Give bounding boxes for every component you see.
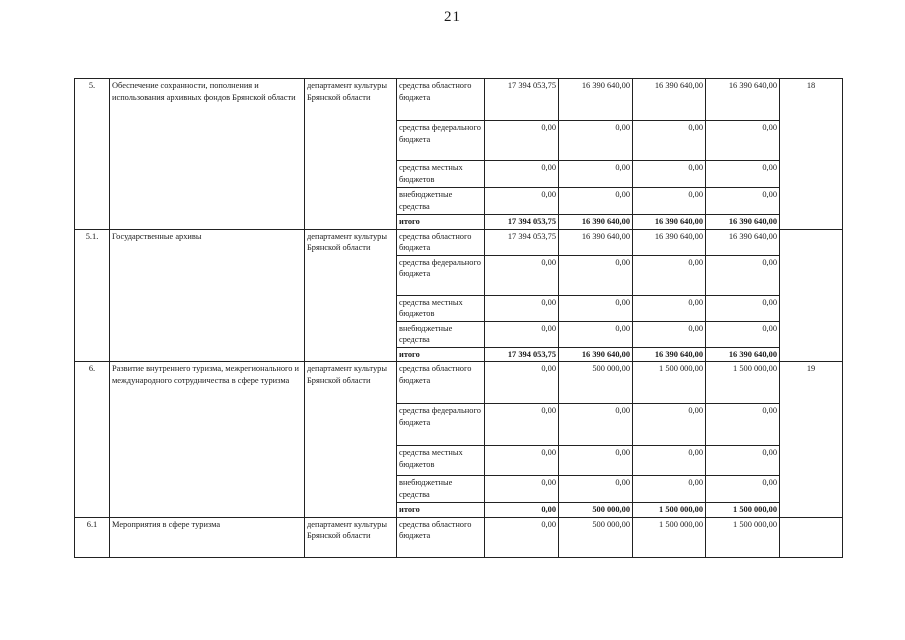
amount-year-4: 16 390 640,00 (706, 229, 780, 255)
funding-source: средства федерального бюджета (397, 121, 485, 161)
amount-year-4: 0,00 (706, 295, 780, 321)
amount-year-2: 16 390 640,00 (559, 347, 633, 362)
item-number: 5.1. (75, 229, 110, 362)
amount-year-3: 0,00 (633, 321, 706, 347)
amount-year-1: 0,00 (485, 503, 559, 518)
indicator-number (780, 517, 843, 557)
amount-year-1: 0,00 (485, 121, 559, 161)
amount-year-3: 0,00 (633, 121, 706, 161)
table-row (75, 79, 843, 121)
amount-year-2: 0,00 (559, 121, 633, 161)
amount-year-4: 0,00 (706, 188, 780, 215)
amount-year-2: 500 000,00 (559, 503, 633, 518)
amount-year-1: 0,00 (485, 404, 559, 446)
amount-year-4: 0,00 (706, 121, 780, 161)
executor: департамент культуры Брянской области (305, 517, 397, 557)
table-row (75, 362, 843, 404)
amount-year-2: 0,00 (559, 188, 633, 215)
amount-year-1: 0,00 (485, 321, 559, 347)
executor: департамент культуры Брянской области (305, 79, 397, 230)
indicator-number: 19 (780, 362, 843, 518)
amount-year-1: 0,00 (485, 362, 559, 404)
page-number: 21 (444, 9, 461, 25)
amount-year-1: 0,00 (485, 161, 559, 188)
amount-year-2: 0,00 (559, 476, 633, 503)
amount-year-3: 0,00 (633, 161, 706, 188)
amount-year-3: 1 500 000,00 (633, 517, 706, 557)
table-row (75, 229, 843, 255)
funding-source: средства местных бюджетов (397, 446, 485, 476)
funding-source: внебюджетные средства (397, 188, 485, 215)
amount-year-1: 0,00 (485, 295, 559, 321)
amount-year-1: 17 394 053,75 (485, 79, 559, 121)
amount-year-4: 0,00 (706, 321, 780, 347)
funding-source: средства областного бюджета (397, 362, 485, 404)
amount-year-3: 0,00 (633, 446, 706, 476)
amount-year-2: 500 000,00 (559, 517, 633, 557)
indicator-number (780, 229, 843, 362)
amount-year-1: 0,00 (485, 255, 559, 295)
amount-year-3: 16 390 640,00 (633, 79, 706, 121)
amount-year-2: 0,00 (559, 295, 633, 321)
amount-year-4: 0,00 (706, 446, 780, 476)
amount-year-2: 0,00 (559, 321, 633, 347)
item-name: Мероприятия в сфере туризма (110, 517, 305, 557)
table-body (75, 79, 843, 558)
funding-source: средства областного бюджета (397, 517, 485, 557)
indicator-number: 18 (780, 79, 843, 230)
amount-year-1: 17 394 053,75 (485, 229, 559, 255)
amount-year-3: 0,00 (633, 188, 706, 215)
amount-year-2: 16 390 640,00 (559, 229, 633, 255)
funding-source: итого (397, 215, 485, 230)
amount-year-1: 17 394 053,75 (485, 347, 559, 362)
amount-year-2: 0,00 (559, 161, 633, 188)
amount-year-3: 0,00 (633, 476, 706, 503)
amount-year-2: 0,00 (559, 255, 633, 295)
item-name: Государственные архивы (110, 229, 305, 362)
amount-year-3: 16 390 640,00 (633, 229, 706, 255)
item-name: Развитие внутреннего туризма, межрегионального и международного сотрудничества в сфере туризма (110, 362, 305, 518)
amount-year-1: 0,00 (485, 446, 559, 476)
amount-year-4: 16 390 640,00 (706, 79, 780, 121)
amount-year-3: 16 390 640,00 (633, 347, 706, 362)
funding-source: итого (397, 347, 485, 362)
amount-year-3: 1 500 000,00 (633, 362, 706, 404)
table-row (75, 517, 843, 557)
amount-year-3: 0,00 (633, 255, 706, 295)
amount-year-4: 0,00 (706, 255, 780, 295)
amount-year-4: 16 390 640,00 (706, 215, 780, 230)
amount-year-1: 17 394 053,75 (485, 215, 559, 230)
funding-source: средства местных бюджетов (397, 295, 485, 321)
funding-source: средства местных бюджетов (397, 161, 485, 188)
amount-year-4: 0,00 (706, 476, 780, 503)
funding-source: средства федерального бюджета (397, 404, 485, 446)
funding-source: средства областного бюджета (397, 229, 485, 255)
amount-year-1: 0,00 (485, 188, 559, 215)
funding-source: внебюджетные средства (397, 321, 485, 347)
amount-year-4: 1 500 000,00 (706, 503, 780, 518)
amount-year-4: 1 500 000,00 (706, 362, 780, 404)
amount-year-2: 16 390 640,00 (559, 79, 633, 121)
amount-year-2: 0,00 (559, 404, 633, 446)
amount-year-3: 0,00 (633, 295, 706, 321)
amount-year-4: 0,00 (706, 404, 780, 446)
budget-table (74, 78, 843, 558)
amount-year-2: 0,00 (559, 446, 633, 476)
funding-source: внебюджетные средства (397, 476, 485, 503)
funding-source: средства областного бюджета (397, 79, 485, 121)
item-number: 6. (75, 362, 110, 518)
amount-year-3: 16 390 640,00 (633, 215, 706, 230)
funding-source: итого (397, 503, 485, 518)
amount-year-2: 16 390 640,00 (559, 215, 633, 230)
amount-year-4: 0,00 (706, 161, 780, 188)
executor: департамент культуры Брянской области (305, 229, 397, 362)
item-number: 5. (75, 79, 110, 230)
amount-year-2: 500 000,00 (559, 362, 633, 404)
amount-year-1: 0,00 (485, 517, 559, 557)
amount-year-1: 0,00 (485, 476, 559, 503)
amount-year-3: 0,00 (633, 404, 706, 446)
amount-year-3: 1 500 000,00 (633, 503, 706, 518)
amount-year-4: 16 390 640,00 (706, 347, 780, 362)
funding-source: средства федерального бюджета (397, 255, 485, 295)
executor: департамент культуры Брянской области (305, 362, 397, 518)
item-name: Обеспечение сохранности, пополнения и использования архивных фондов Брянской области (110, 79, 305, 230)
amount-year-4: 1 500 000,00 (706, 517, 780, 557)
item-number: 6.1 (75, 517, 110, 557)
